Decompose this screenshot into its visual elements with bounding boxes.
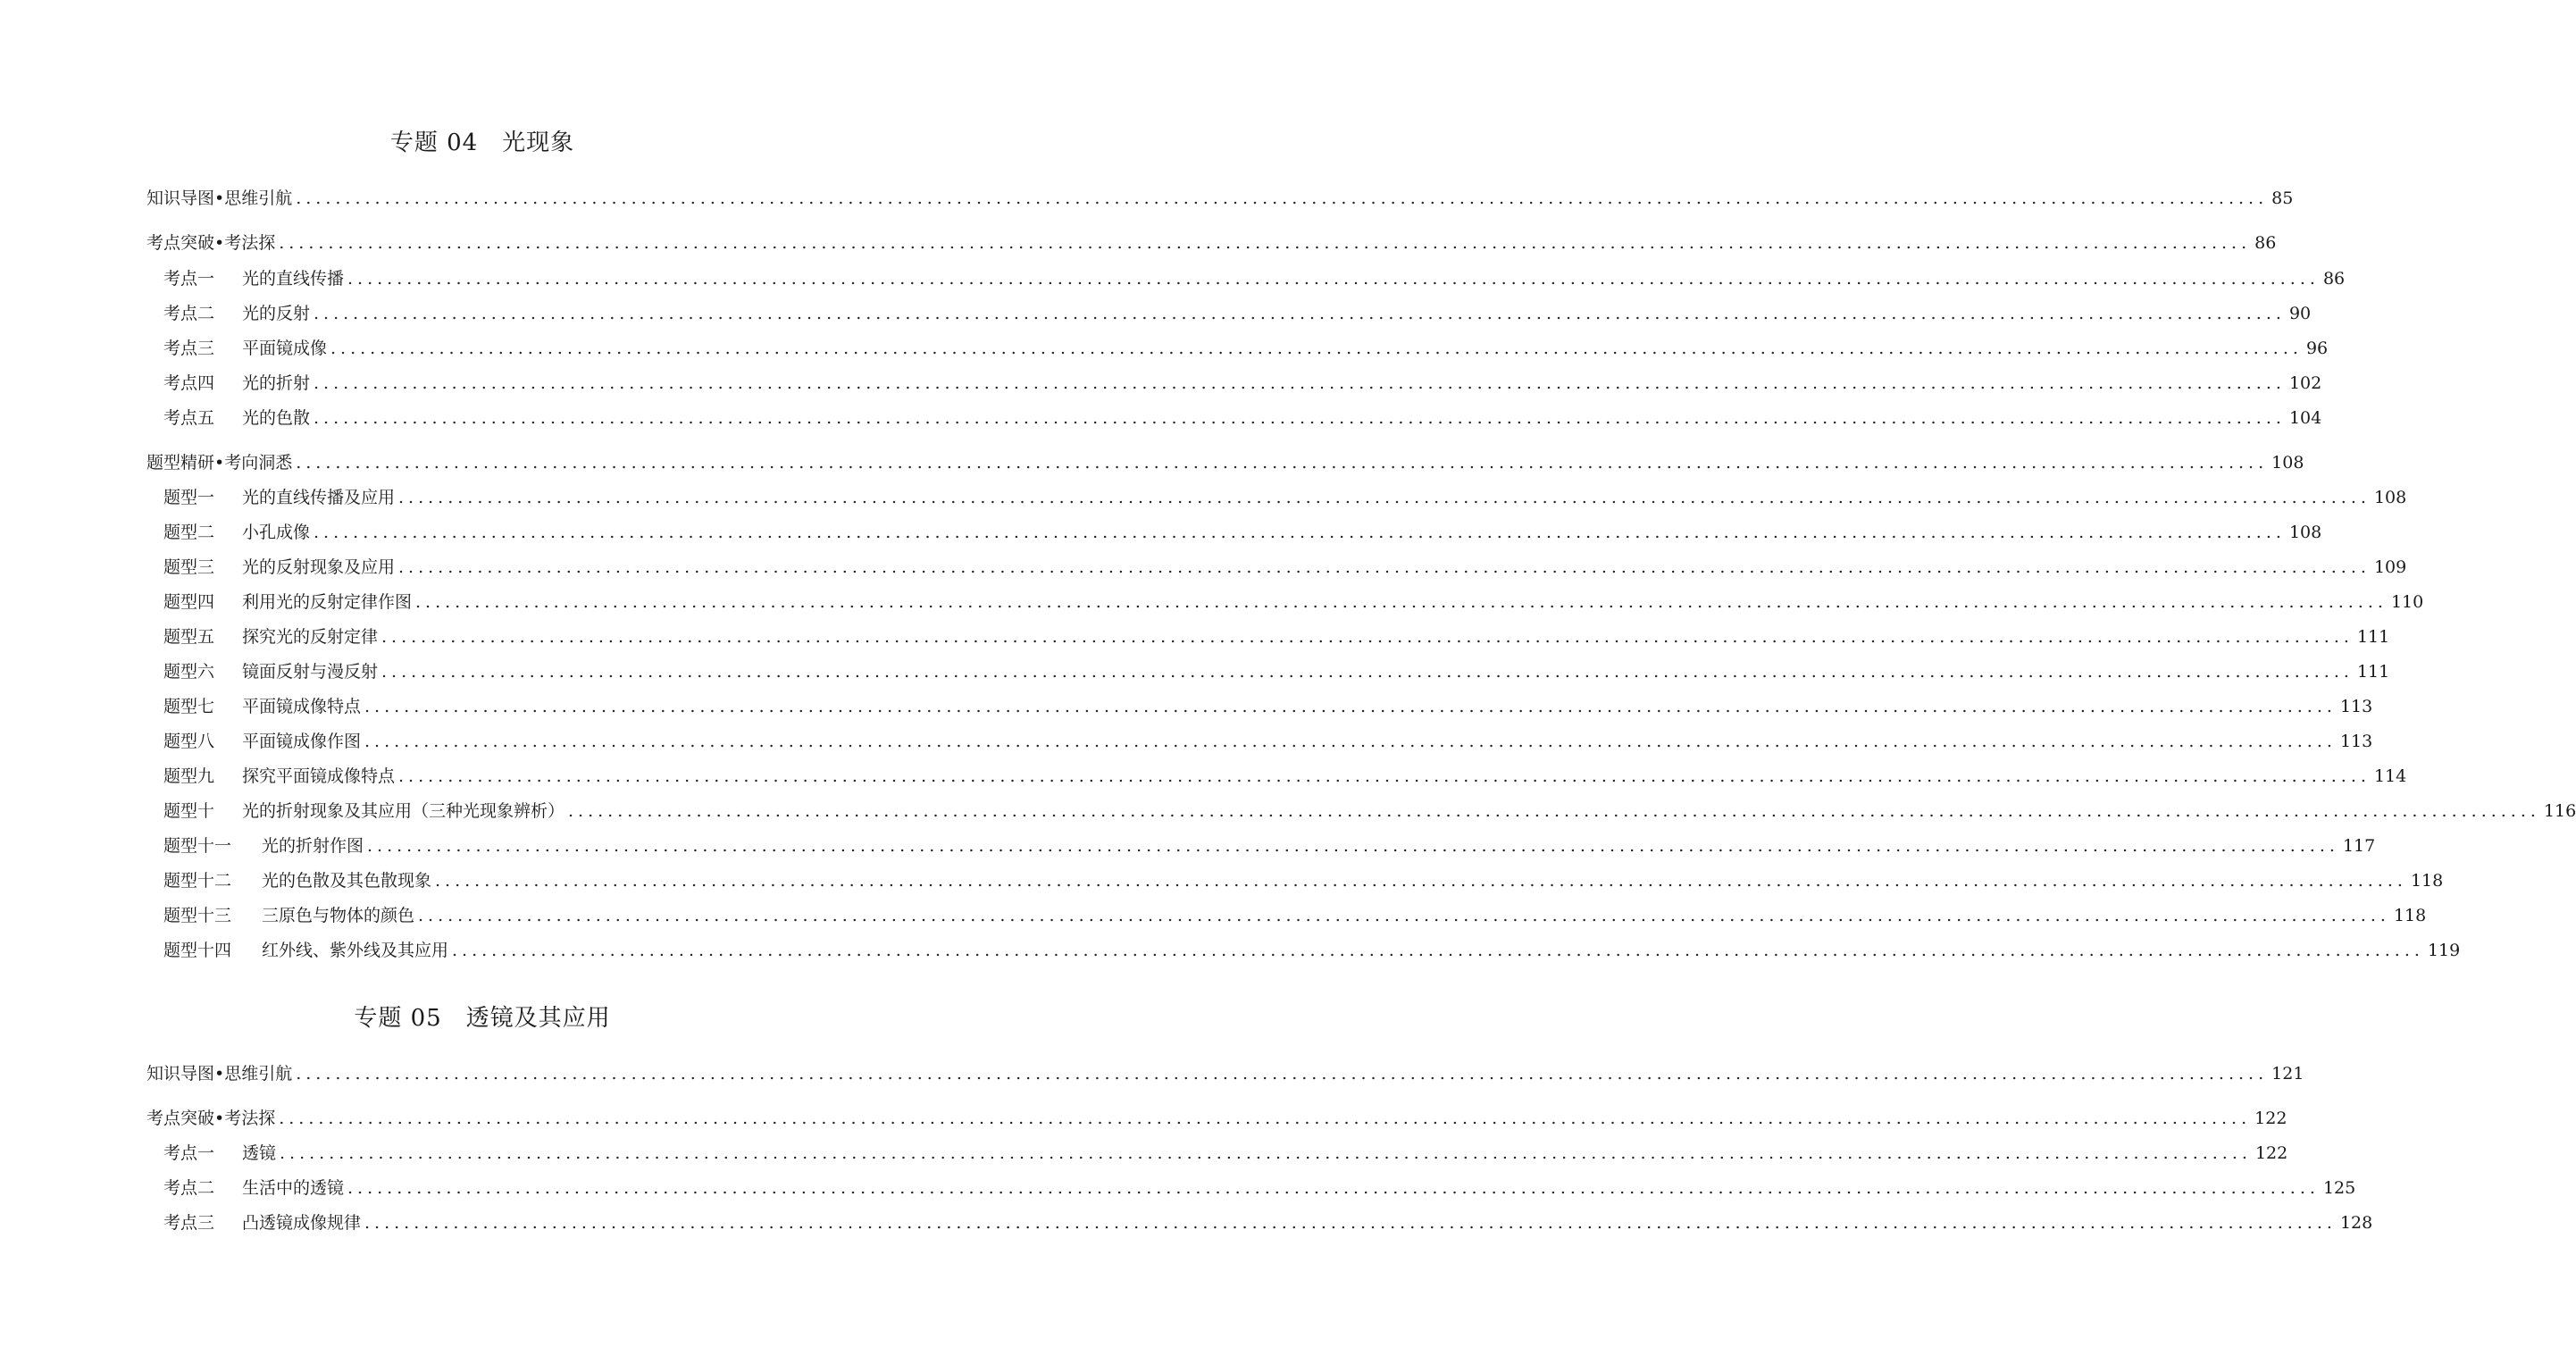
toc-entry-number: 题型七 <box>163 697 215 716</box>
toc-subentry[interactable] <box>163 729 2373 754</box>
toc-entry-label: 考点突破•考法探 <box>146 1109 276 1128</box>
toc-entry-label: 红外线、紫外线及其应用 <box>262 941 449 960</box>
leader-dots: ........................................................................................................................................................................................................ <box>314 523 2286 542</box>
toc-entry-number: 题型十 <box>163 801 215 821</box>
toc-subentry[interactable] <box>163 659 2390 684</box>
leader-dots: ........................................................................................................................................................................................................ <box>314 408 2286 428</box>
toc-subentry[interactable] <box>163 624 2390 649</box>
leader-dots: ........................................................................................................................................................................................................ <box>381 627 2354 647</box>
leader-dots: ........................................................................................................................................................................................................ <box>279 1109 2252 1128</box>
toc-subentry[interactable] <box>163 764 2407 789</box>
leader-dots: ........................................................................................................................................................................................................ <box>568 801 2540 821</box>
toc-entry-label: 光的反射现象及应用 <box>242 557 396 577</box>
toc-entry-number: 题型四 <box>163 592 215 612</box>
toc-subentry[interactable] <box>163 1176 2356 1201</box>
toc-subentry[interactable] <box>163 301 2312 326</box>
toc-entry-page: 86 <box>2322 269 2346 289</box>
toc-entry-page: 96 <box>2305 339 2329 358</box>
toc-entry-page: 102 <box>2288 373 2322 393</box>
chapter-title: 专题 04 光现象 <box>389 130 575 156</box>
toc-entry-label: 透镜 <box>242 1143 277 1163</box>
toc-entry-number: 题型二 <box>163 523 215 542</box>
leader-dots: ........................................................................................................................................................................................................ <box>398 557 2371 577</box>
toc-entry-number: 题型十一 <box>163 836 232 856</box>
toc-entry-number: 题型九 <box>163 766 215 786</box>
leader-dots: ........................................................................................................................................................................................................ <box>364 697 2337 716</box>
leader-dots: ........................................................................................................................................................................................................ <box>415 592 2388 612</box>
toc-entry-page: 122 <box>2254 1109 2287 1128</box>
toc-subentry[interactable] <box>163 590 2424 615</box>
toc-entry-number: 题型十四 <box>163 941 232 960</box>
leader-dots: ........................................................................................................................................................................................................ <box>418 906 2390 925</box>
toc-entry-label: 凸透镜成像规律 <box>242 1213 362 1233</box>
toc-entry-page: 119 <box>2427 941 2461 960</box>
leader-dots: ........................................................................................................................................................................................................ <box>296 1064 2269 1084</box>
leader-dots: ........................................................................................................................................................................................................ <box>367 836 2339 856</box>
leader-dots: ........................................................................................................................................................................................................ <box>398 766 2371 786</box>
toc-entry-label: 光的折射作图 <box>262 836 364 856</box>
toc-entry-label: 光的折射 <box>242 373 311 393</box>
toc-subentry[interactable] <box>163 406 2322 431</box>
toc-entry-page: 128 <box>2339 1213 2373 1233</box>
toc-entry-label: 光的直线传播及应用 <box>242 488 396 507</box>
toc-entry-label: 镜面反射与漫反射 <box>242 662 379 682</box>
toc-entry-label: 三原色与物体的颜色 <box>262 906 415 925</box>
toc-entry-label: 平面镜成像特点 <box>242 697 362 716</box>
toc-entry-number: 考点三 <box>163 1213 215 1233</box>
toc-entry-page: 110 <box>2390 592 2424 612</box>
toc-entry-number: 题型十三 <box>163 906 232 925</box>
toc-entry-page: 108 <box>2288 523 2322 542</box>
toc-entry-number: 题型六 <box>163 662 215 682</box>
leader-dots: ........................................................................................................................................................................................................ <box>347 269 2320 289</box>
toc-entry-page: 125 <box>2322 1178 2356 1198</box>
toc-subentry[interactable] <box>163 266 2346 291</box>
toc-entry[interactable] <box>146 450 2304 475</box>
toc-entry-number: 题型三 <box>163 557 215 577</box>
toc-entry-label: 知识导图•思维引航 <box>146 1064 293 1084</box>
toc-entry-label: 小孔成像 <box>242 523 311 542</box>
toc-entry-number: 考点三 <box>163 339 215 358</box>
leader-dots: ........................................................................................................................................................................................................ <box>452 941 2424 960</box>
toc-entry-label: 考点突破•考法探 <box>146 233 276 253</box>
toc-entry-page: 111 <box>2356 662 2390 682</box>
toc-subentry[interactable] <box>163 694 2373 719</box>
toc-entry-number: 考点四 <box>163 373 215 393</box>
toc-entry-label: 光的色散及其色散现象 <box>262 871 432 891</box>
toc-subentry[interactable] <box>163 938 2461 963</box>
leader-dots: ........................................................................................................................................................................................................ <box>381 662 2354 682</box>
toc-entry-page: 85 <box>2271 188 2294 208</box>
toc-entry-page: 104 <box>2288 408 2322 428</box>
toc-subentry[interactable] <box>163 903 2427 928</box>
toc-entry[interactable] <box>146 230 2277 255</box>
toc-entry-label: 光的反射 <box>242 304 311 323</box>
toc-entry-label: 题型精研•考向洞悉 <box>146 453 293 473</box>
toc-entry-number: 考点二 <box>163 1178 215 1198</box>
toc-entry-page: 108 <box>2373 488 2407 507</box>
toc-entry-label: 探究光的反射定律 <box>242 627 379 647</box>
toc-subentry[interactable] <box>163 1210 2373 1235</box>
leader-dots: ........................................................................................................................................................................................................ <box>279 233 2252 253</box>
leader-dots: ........................................................................................................................................................................................................ <box>435 871 2407 891</box>
chapter-title: 专题 05 透镜及其应用 <box>354 1005 611 1032</box>
toc-subentry[interactable] <box>163 520 2322 545</box>
toc-entry[interactable] <box>146 1061 2304 1086</box>
toc-subentry[interactable] <box>163 336 2329 361</box>
leader-dots: ........................................................................................................................................................................................................ <box>314 304 2286 323</box>
leader-dots: ........................................................................................................................................................................................................ <box>314 373 2286 393</box>
toc-subentry[interactable] <box>163 868 2444 893</box>
toc-entry-label: 知识导图•思维引航 <box>146 188 293 208</box>
toc-entry-number: 考点一 <box>163 1143 215 1163</box>
toc-entry-number: 考点一 <box>163 269 215 289</box>
toc-entry-page: 122 <box>2254 1143 2288 1163</box>
leader-dots: ........................................................................................................................................................................................................ <box>330 339 2303 358</box>
leader-dots: ........................................................................................................................................................................................................ <box>364 1213 2337 1233</box>
toc-entry-label: 光的直线传播 <box>242 269 345 289</box>
toc-entry-label: 利用光的反射定律作图 <box>242 592 413 612</box>
toc-entry-page: 114 <box>2373 766 2407 786</box>
leader-dots: ........................................................................................................................................................................................................ <box>364 732 2337 751</box>
toc-subentry[interactable] <box>163 555 2407 580</box>
toc-entry-page: 90 <box>2288 304 2312 323</box>
leader-dots: ........................................................................................................................................................................................................ <box>280 1143 2252 1163</box>
toc-entry-label: 平面镜成像 <box>242 339 328 358</box>
toc-entry-page: 118 <box>2393 906 2427 925</box>
toc-entry-number: 题型五 <box>163 627 215 647</box>
toc-entry-page: 113 <box>2339 697 2373 716</box>
toc-entry-number: 题型十二 <box>163 871 232 891</box>
toc-subentry[interactable] <box>163 799 2576 824</box>
toc-entry[interactable] <box>146 1106 2287 1131</box>
toc-entry-number: 题型一 <box>163 488 215 507</box>
toc-entry-label: 生活中的透镜 <box>242 1178 345 1198</box>
toc-entry-label: 光的折射现象及其应用（三种光现象辨析） <box>242 801 565 821</box>
toc-entry-page: 111 <box>2356 627 2390 647</box>
toc-entry-page: 108 <box>2271 453 2304 473</box>
leader-dots: ........................................................................................................................................................................................................ <box>296 453 2269 473</box>
toc-entry-number: 题型八 <box>163 732 215 751</box>
toc-entry-number: 考点五 <box>163 408 215 428</box>
toc-subentry[interactable] <box>163 485 2407 510</box>
toc-entry-page: 118 <box>2410 871 2444 891</box>
leader-dots: ........................................................................................................................................................................................................ <box>347 1178 2320 1198</box>
toc-entry-page: 113 <box>2339 732 2373 751</box>
leader-dots: ........................................................................................................................................................................................................ <box>296 188 2269 208</box>
toc-entry-label: 光的色散 <box>242 408 311 428</box>
toc-entry[interactable] <box>146 186 2294 211</box>
leader-dots: ........................................................................................................................................................................................................ <box>398 488 2371 507</box>
toc-entry-page: 117 <box>2342 836 2376 856</box>
toc-subentry[interactable] <box>163 833 2376 858</box>
toc-entry-page: 116 <box>2543 801 2576 821</box>
toc-entry-label: 平面镜成像作图 <box>242 732 362 751</box>
toc-entry-page: 109 <box>2373 557 2407 577</box>
toc-entry-page: 121 <box>2271 1064 2304 1084</box>
toc-subentry[interactable] <box>163 371 2322 396</box>
toc-entry-page: 86 <box>2254 233 2277 253</box>
toc-subentry[interactable] <box>163 1141 2288 1166</box>
toc-entry-number: 考点二 <box>163 304 215 323</box>
toc-entry-label: 探究平面镜成像特点 <box>242 766 396 786</box>
